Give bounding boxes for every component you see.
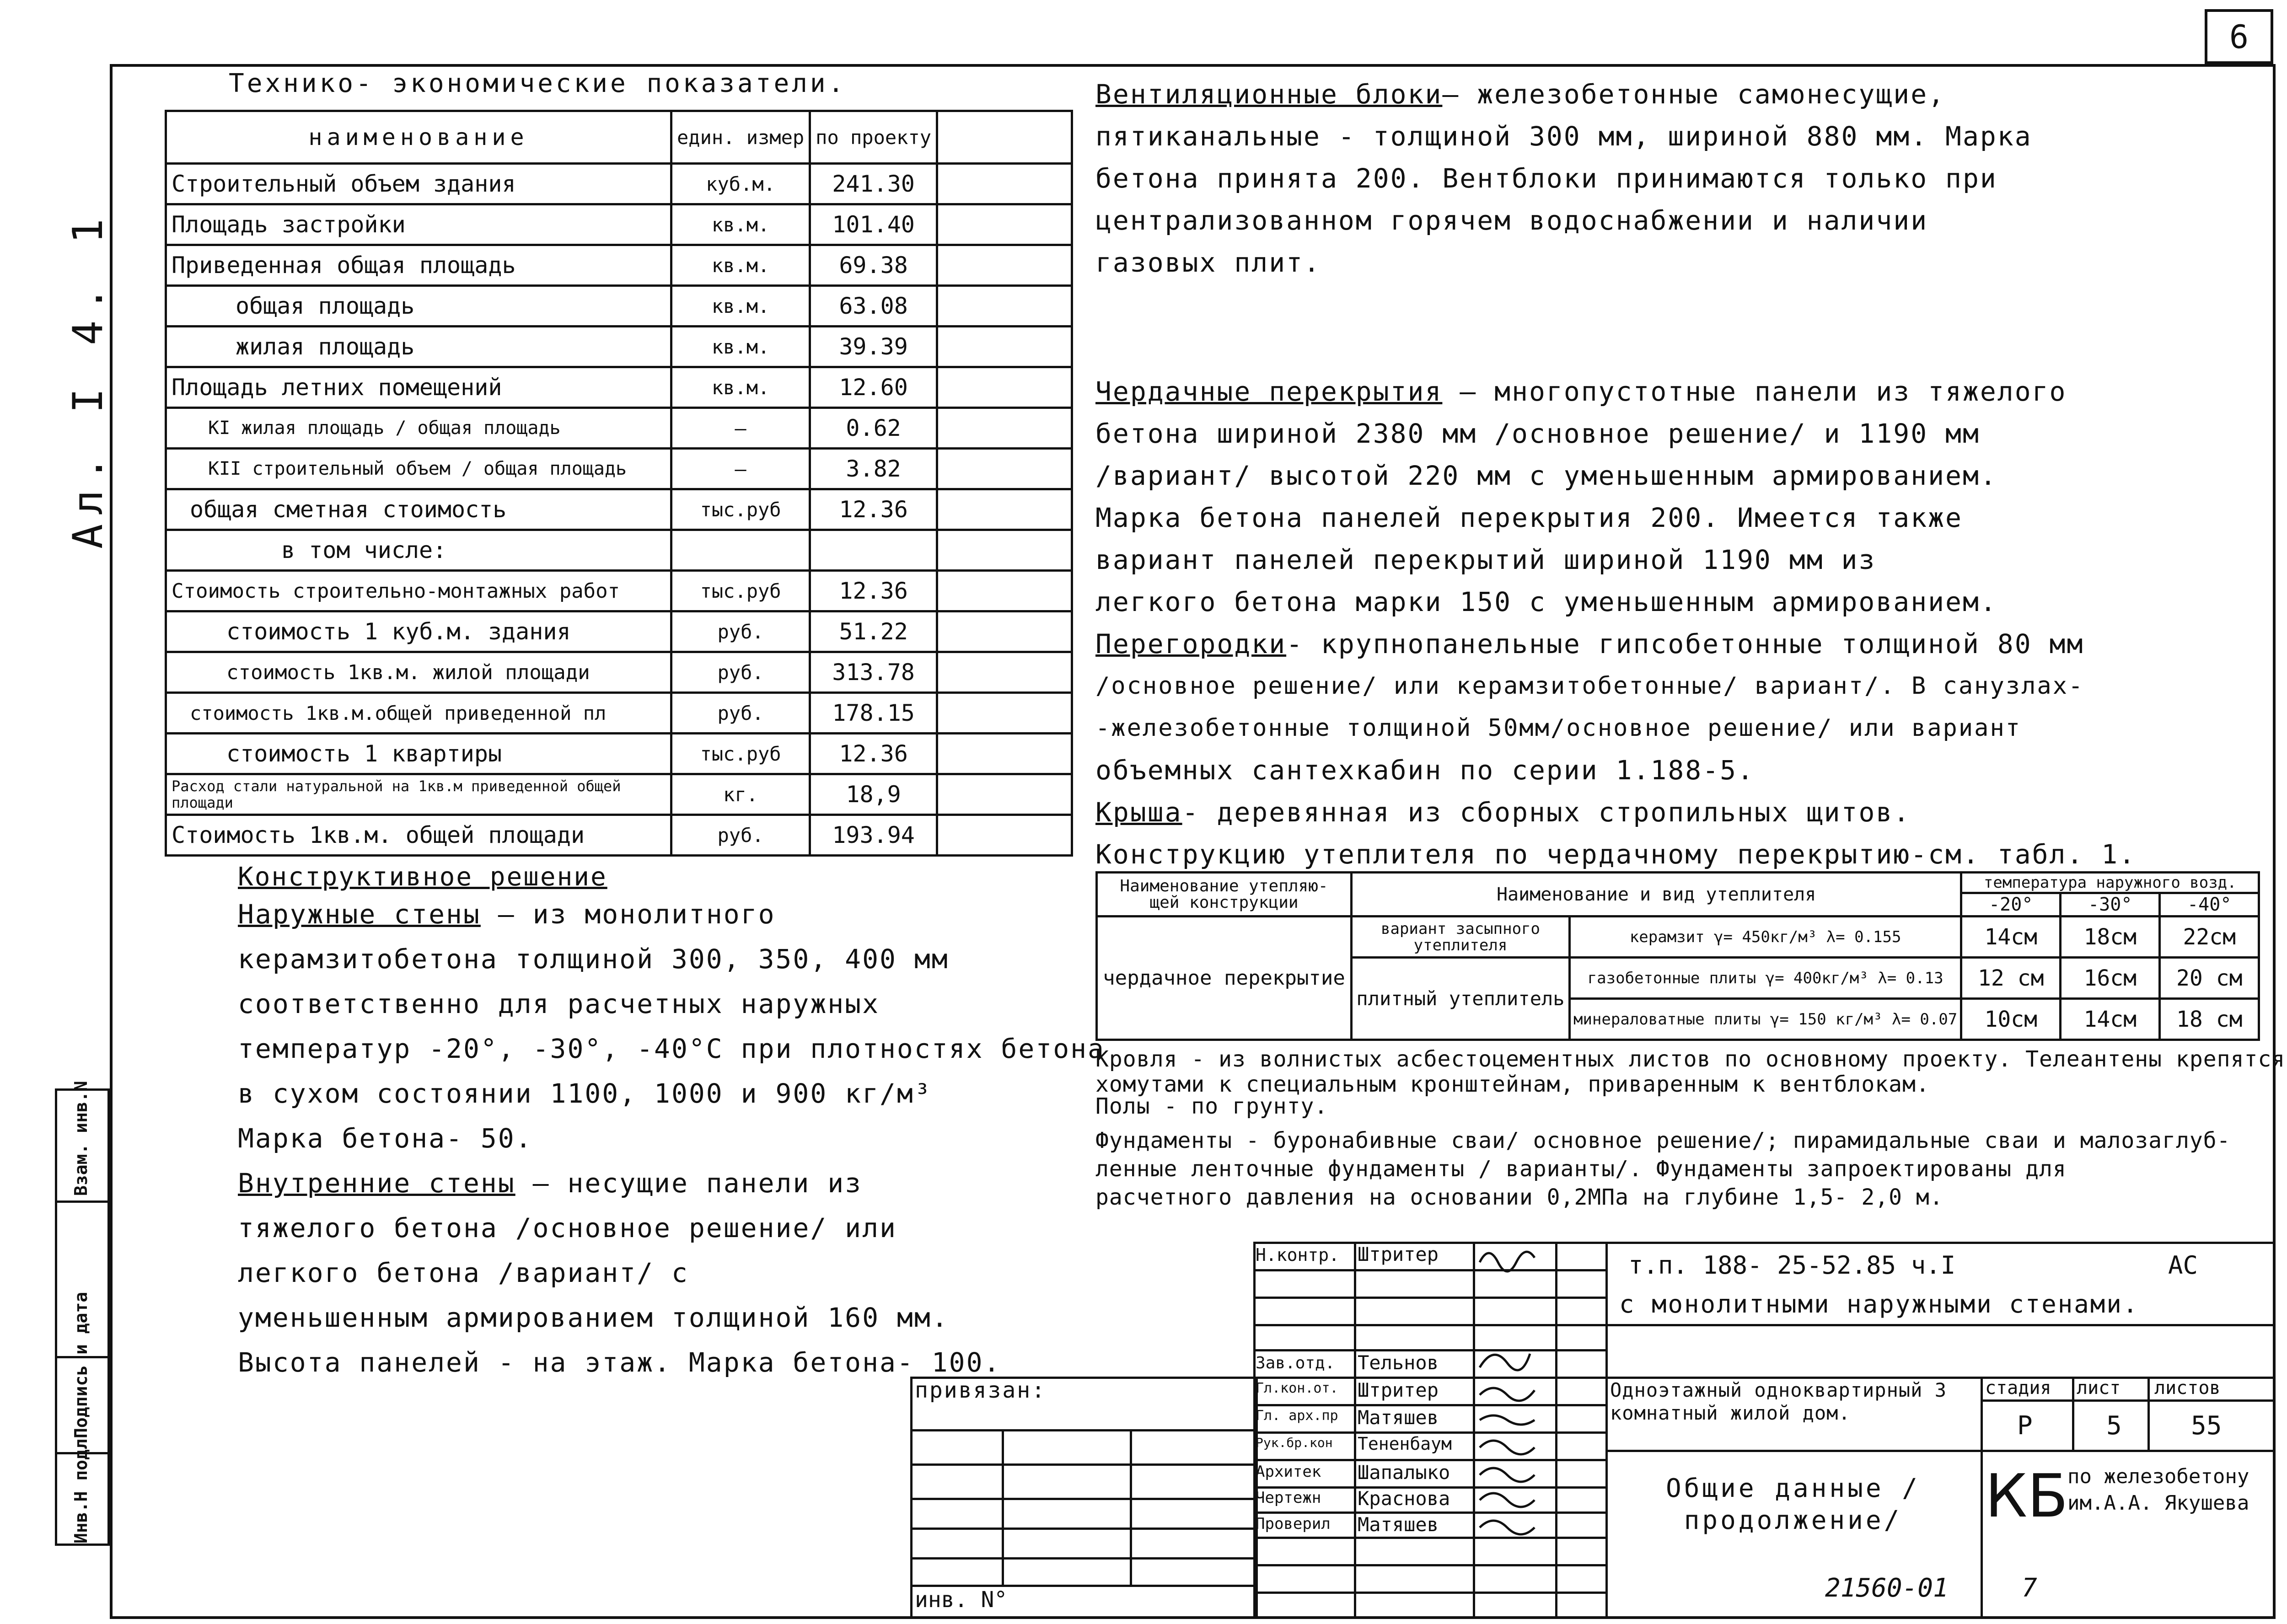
table-row: Стоимость 1кв.м. общей площади руб. 193.94 xyxy=(166,815,1072,856)
ins-h3: температура наружного возд. xyxy=(1961,873,2259,893)
table-row: стоимость 1кв.м.общей приведенной пл руб. 178.15 xyxy=(166,693,1072,734)
person-role: Архитек xyxy=(1256,1463,1321,1481)
cherd-line: Чердачные перекрытия — многопустотные панели из тяжелого xyxy=(1095,376,2067,407)
doc-code: 21560-01 xyxy=(1825,1573,1949,1603)
konstr-line: соответственно для расчетных наружных xyxy=(238,988,880,1019)
table-row: стоимость 1 квартиры тыс.руб 12.36 xyxy=(166,734,1072,774)
listov-value: 55 xyxy=(2191,1411,2222,1441)
konstr-text xyxy=(238,892,1105,1385)
side-label-inv: Инв.Н подл xyxy=(71,1439,91,1544)
person-role: Н.контр. xyxy=(1256,1245,1340,1265)
list-value: 5 xyxy=(2106,1411,2122,1441)
cherd-line: Марка бетона панелей перекрытия 200. Имеется также xyxy=(1095,502,1963,533)
privyazan-label: привязан: xyxy=(915,1377,1047,1403)
vent-line: централизованном горячем водоснабжении и наличии xyxy=(1095,205,1928,236)
person-name: Штритер xyxy=(1358,1379,1439,1401)
section-code: АС xyxy=(2168,1251,2198,1280)
person-role: Чертежн xyxy=(1256,1489,1321,1507)
table-row: общая площадь кв.м. 63.08 xyxy=(166,286,1072,327)
table-row: Строительный объем здания куб.м. 241.30 xyxy=(166,164,1072,204)
person-name: Краснова xyxy=(1358,1487,1450,1510)
konstr-line: Высота панелей - на этаж. Марка бетона- 100. xyxy=(238,1347,1001,1378)
cherd-line: /основное решение/ или керамзитобетонные/ вариант/. В санузлах- xyxy=(1095,672,2084,700)
cherd-line: Крыша- деревянная из сборных стропильных щитов. xyxy=(1095,797,1911,828)
person-role: Гл. арх.пр xyxy=(1256,1408,1338,1424)
person-name: Тельнов xyxy=(1358,1351,1439,1374)
konstr-line: уменьшенным армированием толщиной 160 мм. xyxy=(238,1302,949,1333)
sheet-title: Общие данные /продолжение/ xyxy=(1665,1474,1920,1535)
konstr-line: легкого бетона /вариант/ с xyxy=(238,1257,689,1288)
signatures xyxy=(1475,1244,1557,1592)
table-row: Стоимость строительно-монтажных работ тыс.руб 12.36 xyxy=(166,571,1072,611)
person-name: Матяшев xyxy=(1358,1513,1439,1536)
tep-col-name: наименование xyxy=(166,111,671,164)
cherd-line: бетона шириной 2380 мм /основное решение/ и 1190 мм xyxy=(1095,418,1980,449)
table-row: стоимость 1кв.м. жилой площади руб. 313.78 xyxy=(166,652,1072,693)
table-row: чердачное перекрытие вариант засыпного утеплителя керамзит γ= 450кг/м³ λ= 0.155 14см 18см 22см xyxy=(1097,917,2259,958)
table-row: KII строительный объем / общая площадь — 3.82 xyxy=(166,449,1072,489)
side-approval-table xyxy=(55,1081,110,1546)
insulation-table: Наименование утепляю- щей конструкции Наименование и вид утеплителя температура наружного возд. -20° -30° -40° чердачное перекрытие вариант засыпного утеплителя керамзит γ= 450кг/м³ λ= 0.155 14см 18см 22см плитный утеплитель газобетонные плиты γ= 400кг/м³ λ= 0.13 12 см 16см 20 см минераловатные плиты γ= 150 кг/м³ λ= 0.07 10см 14см 18 см xyxy=(1095,871,2260,1041)
cherd-line: объемных сантехкабин по серии 1.188-5. xyxy=(1095,755,1755,786)
vent-line: пятиканальные - толщиной 300 мм, шириной 880 мм. Марка xyxy=(1095,121,2032,152)
stadiya-label: стадия xyxy=(1985,1377,2051,1399)
ins-h1: Наименование утепляю- щей конструкции xyxy=(1097,873,1352,917)
notes xyxy=(1095,1045,2285,1211)
konstr-line: Марка бетона- 50. xyxy=(238,1123,533,1154)
vent-line: бетона принята 200. Вентблоки принимаются только при xyxy=(1095,163,1997,194)
person-role: Зав.отд. xyxy=(1256,1354,1335,1372)
org-code: КБ xyxy=(1985,1461,2068,1531)
note-line: ленные ленточные фундаменты / варианты/. Фундаменты запроектированы для xyxy=(1095,1156,2067,1182)
table-row: в том числе: xyxy=(166,530,1072,571)
vent-text xyxy=(1095,73,2032,284)
org-name: по железобетону им.А.А. Якушева xyxy=(2067,1465,2249,1515)
person-name: Тененбаум xyxy=(1358,1434,1452,1454)
object-description: Одноэтажный одноквартирный 3 комнатный жилой дом. xyxy=(1610,1379,1947,1424)
listov-label: листов xyxy=(2154,1377,2221,1399)
konstr-line: керамзитобетона толщиной 300, 350, 400 мм xyxy=(238,943,949,975)
cherd-text xyxy=(1095,370,2136,875)
tep-title: Технико- экономические показатели. xyxy=(229,69,847,98)
tep-header xyxy=(166,111,1072,164)
konstr-line: тяжелого бетона /основное решение/ или xyxy=(238,1212,897,1243)
cherd-line: Конструкцию утеплителя по чердачному перекрытию-см. табл. 1. xyxy=(1095,839,2137,870)
konstr-line: в сухом состоянии 1100, 1000 и 900 кг/м³ xyxy=(238,1078,932,1109)
cherd-line: -железобетонные толщиной 50мм/основное решение/ или вариант xyxy=(1095,714,2022,742)
table-row: стоимость 1 куб.м. здания руб. 51.22 xyxy=(166,611,1072,652)
person-role: Гл.кон.от. xyxy=(1256,1380,1338,1396)
person-role: Рук.бр.кон xyxy=(1256,1435,1333,1450)
cherd-line: вариант панелей перекрытий шириной 1190 мм из xyxy=(1095,544,1876,575)
table-row: жилая площадь кв.м. 39.39 xyxy=(166,327,1072,367)
table-row: Расход стали натуральной на 1кв.м приведенной общей площади кг. 18,9 xyxy=(166,774,1072,815)
project-code: т.п. 188- 25-52.85 ч.I xyxy=(1628,1251,1956,1280)
stadiya-value: Р xyxy=(2017,1411,2033,1441)
doc-page: 7 xyxy=(2022,1573,2037,1603)
table-row: плитный утеплитель газобетонные плиты γ= 400кг/м³ λ= 0.13 12 см 16см 20 см xyxy=(1097,958,2259,999)
table-row: Площадь застройки кв.м. 101.40 xyxy=(166,204,1072,245)
tep-col-unit: един. измер xyxy=(671,111,810,164)
table-row: минераловатные плиты γ= 150 кг/м³ λ= 0.07 10см 14см 18 см xyxy=(1097,999,2259,1040)
cherd-line: /вариант/ высотой 220 мм с уменьшенным армированием. xyxy=(1095,460,1997,491)
side-label-vzam: Взам. инв.N xyxy=(71,1081,91,1196)
inv-label: инв. N° xyxy=(915,1587,1008,1613)
note-line: Фундаменты - буронабивные сваи/ основное решение/; пирамидальные сваи и малозаглуб- xyxy=(1095,1128,2231,1153)
side-stamp: Ал. I 4. 1 xyxy=(64,209,112,549)
list-label: лист xyxy=(2077,1377,2121,1399)
konstr-title: Конструктивное решение xyxy=(238,862,607,892)
table-row: Площадь летних помещений кв.м. 12.60 xyxy=(166,367,1072,408)
person-role: Проверил xyxy=(1256,1515,1331,1533)
cherd-line: легкого бетона марки 150 с уменьшенным армированием. xyxy=(1095,586,1997,617)
note-line: Полы - по грунту. xyxy=(1095,1093,1328,1119)
vent-line: газовых плит. xyxy=(1095,247,1321,278)
project-subtitle: с монолитными наружными стенами. xyxy=(1619,1290,2139,1318)
note-line: Кровля - из волнистых асбестоцементных листов по основному проекту. Телеантены крепятся xyxy=(1095,1046,2286,1072)
ins-h2: Наименование и вид утеплителя xyxy=(1352,873,1961,917)
note-line: хомутами к специальным кронштейнам, приваренным к вентблокам. xyxy=(1095,1072,1930,1097)
konstr-line: Наружные стены — из монолитного xyxy=(238,899,776,930)
vent-line: Вентиляционные блоки— железобетонные самонесущие, xyxy=(1095,79,1946,110)
sheet-number: 6 xyxy=(2205,9,2273,64)
person-name: Матяшев xyxy=(1358,1406,1439,1429)
person-name: Шапалыко xyxy=(1358,1461,1450,1484)
cherd-line: Перегородки- крупнопанельные гипсобетонные толщиной 80 мм xyxy=(1095,628,2084,659)
table-row: общая сметная стоимость тыс.руб 12.36 xyxy=(166,489,1072,530)
konstr-line: Внутренние стены — несущие панели из xyxy=(238,1168,863,1199)
person-name: Штритер xyxy=(1358,1243,1439,1265)
tep-col-value: по проекту xyxy=(810,111,937,164)
note-line: расчетного давления на основании 0,2МПа на глубине 1,5- 2,0 м. xyxy=(1095,1185,1943,1210)
konstr-line: температур -20°, -30°, -40°С при плотностях бетона xyxy=(238,1033,1105,1064)
table-row: Приведенная общая площадь кв.м. 69.38 xyxy=(166,245,1072,286)
tep-table xyxy=(165,110,1073,857)
table-row: KI жилая площадь / общая площадь — 0.62 xyxy=(166,408,1072,449)
side-label-sign: Подпись и дата xyxy=(71,1292,91,1438)
